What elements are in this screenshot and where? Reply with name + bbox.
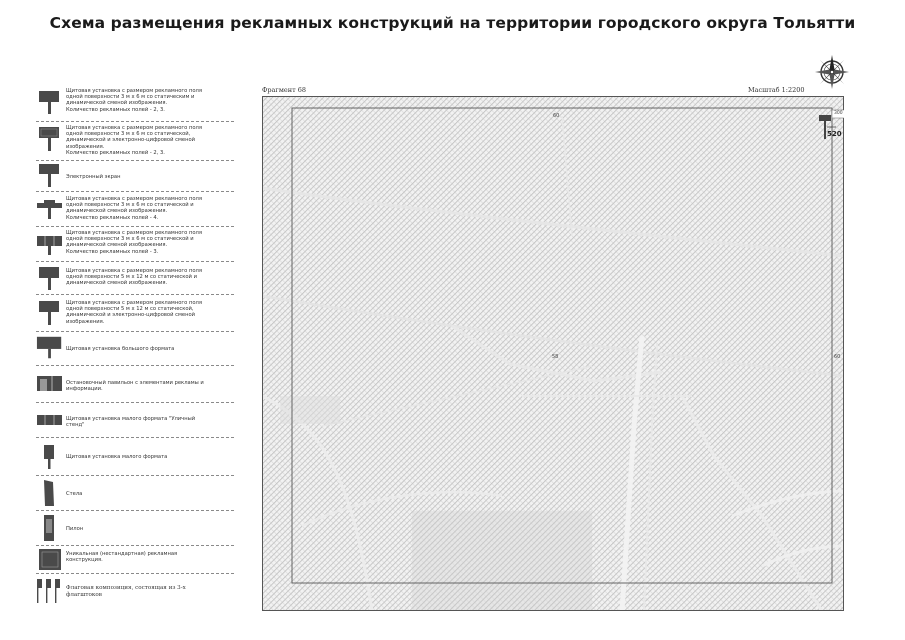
legend-label: Щитовая установка с размером рекламного поля одной поверхности 3 м х 6 м со статической и динамической сменой изображения. Количество рекламных полей - 4. [66,196,202,221]
legend-item [36,123,234,161]
construction-code-label[interactable]: 520 [827,130,842,138]
street-stand-icon [36,404,64,434]
legend-item [36,575,234,605]
map-label-center: 58 [552,354,559,360]
big-format-billboard-icon [36,333,64,363]
billboard-triple-icon [36,228,64,258]
legend-item [36,512,234,546]
map-label-top: 60 [553,113,560,119]
flag-composition-icon [36,575,64,605]
scale-label: Масштаб 1:2200 [748,86,805,94]
legend-label: Щитовая установка с размером рекламного поля одной поверхности 5 м х 12 м со статической и динамической сменой изображения. [66,268,202,287]
legend-item [36,404,234,438]
legend-item [36,477,234,511]
bus-stop-pavilion-icon [36,367,64,397]
fragment-label: Фрагмент 68 [262,86,307,94]
pylon-icon [36,512,64,544]
legend-item [36,193,234,227]
marker-small-label: 300 [834,111,843,116]
small-billboard-icon [36,439,64,473]
legend-label: Щитовая установка с размером рекламного поля одной поверхности 3 м х 6 м со статической и динамической сменой изображения. Количество рекламных полей - 3. [66,230,202,255]
legend-label: Флаговая композиция, состоящая из 3-х флагштоков [66,585,186,598]
legend-label: Щитовая установка с размером рекламного поля одной поверхности 5 м х 12 м со статической, динамической и электронно-цифровой сменой изображения. [66,300,202,325]
legend-label: Щитовая установка малого формата "Уличный стенд" [66,416,196,429]
legend-item [36,367,234,403]
legend-label: Электронный экран [66,174,121,180]
billboard-four-sides-icon [36,193,64,223]
billboard-digital-icon [36,123,64,159]
legend-label: Щитовая установка малого формата [66,454,168,460]
legend-item [36,439,234,476]
legend-item [36,228,234,262]
map-view[interactable] [262,96,844,611]
legend-item [36,547,234,574]
page-title: Схема размещения рекламных конструкций на территории городского округа Тольятти [49,14,856,32]
legend-label: Стела [66,491,83,497]
billboard-large-digital-icon [36,296,64,330]
map-label-right: 60 [834,354,841,360]
billboard-large-icon [36,263,64,293]
legend-item [36,263,234,295]
legend-item [36,86,234,122]
legend-label: Щитовая установка большого формата [66,346,175,352]
compass-rose-icon [814,54,850,90]
legend-label: Пилон [66,526,84,532]
unique-construction-icon [36,547,64,573]
legend-label: Щитовая установка с размером рекламного поля одной поверхности 3 м х 6 м со статическим и динамической сменой изображения. Количество рекламных полей - 2, 3. [66,88,202,113]
legend-label: Щитовая установка с размером рекламного поля одной поверхности 3 м х 6 м со статической, динамической и электронно-цифровой сменой изображения. Количество рекламных полей - 2, 3. [66,125,202,156]
legend-item [36,333,234,366]
legend-item [36,296,234,332]
legend-item [36,162,234,192]
legend-label: Уникальная (нестандартная) рекламная конструкция. [66,551,178,564]
billboard-double-icon [36,86,64,120]
legend-label: Остановочный павильон с элементами рекламы и информации. [66,380,204,393]
stele-icon [36,477,64,509]
electronic-screen-icon [36,162,64,190]
